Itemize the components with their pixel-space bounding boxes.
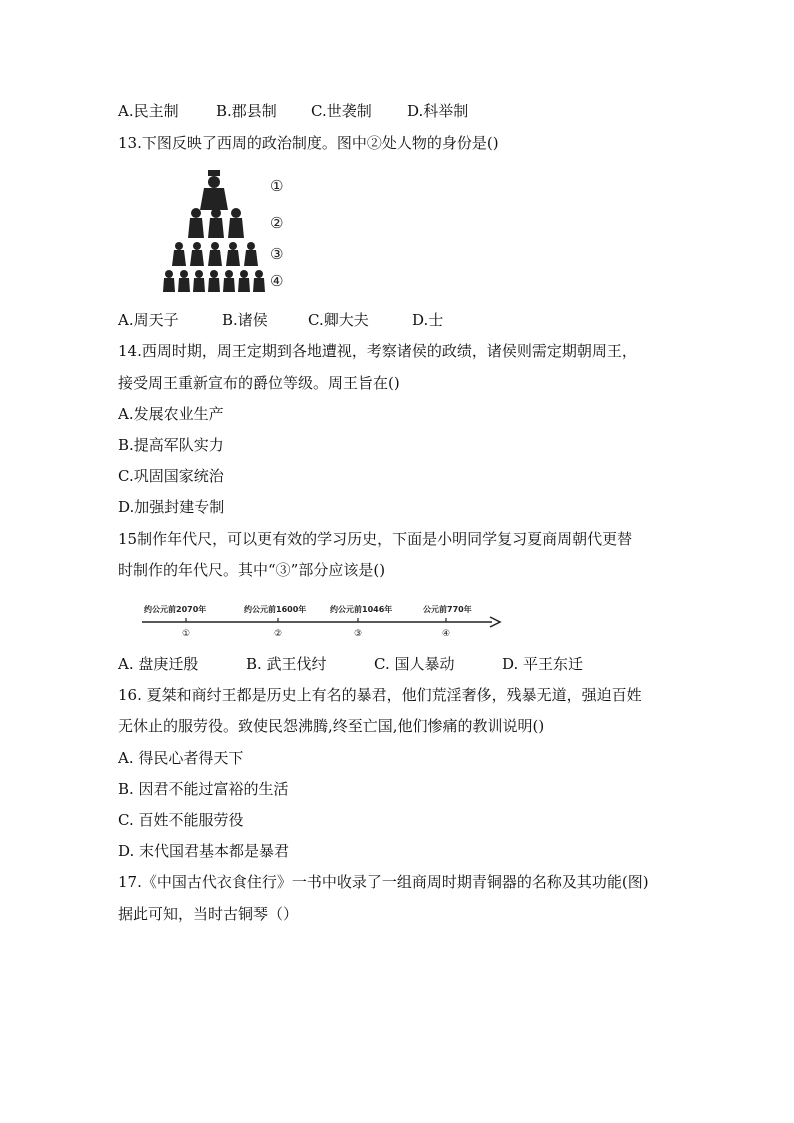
pyramid-label-4: ④ <box>270 272 284 290</box>
timeline-figure <box>138 596 510 644</box>
timeline-marker-4: ④ <box>442 629 451 639</box>
q13-option-c: C.卿大夫 <box>308 311 369 329</box>
timeline-label-2: 约公元前1600年 <box>244 605 307 614</box>
q13-stem: 13.下图反映了西周的政治制度。图中②处人物的身份是() <box>118 134 499 152</box>
timeline-marker-3: ③ <box>354 629 363 639</box>
q12-option-c: C.世袭制 <box>311 102 372 120</box>
timeline-label-4: 公元前770年 <box>423 605 472 614</box>
timeline-marker-1: ① <box>182 629 191 639</box>
pyramid-label-3: ③ <box>270 245 284 263</box>
q16-option-d: D. 末代国君基本都是暴君 <box>118 842 290 860</box>
q12-option-a: A.民主制 <box>118 102 179 120</box>
q13-options <box>118 310 443 330</box>
q15-option-b: B. 武王伐纣 <box>246 655 327 673</box>
q14-option-b: B.提高军队实力 <box>118 436 224 454</box>
q15-option-d: D. 平王东迁 <box>502 655 584 673</box>
q16-option-c: C. 百姓不能服劳役 <box>118 811 244 829</box>
q14-option-a: A.发展农业生产 <box>118 405 224 423</box>
q16-stem-line2: 无休止的服劳役。致使民怨沸腾,终至亡国,他们惨痛的教训说明() <box>118 717 545 735</box>
timeline-label-3: 约公元前1046年 <box>330 605 393 614</box>
q17-stem-line1: 17.《中国古代衣食住行》一书中收录了一组商周时期青铜器的名称及其功能(图) <box>118 873 649 891</box>
feudal-pyramid-figure <box>160 160 330 300</box>
q16-stem-line1: 16. 夏桀和商纣王都是历史上有名的暴君，他们荒淫奢侈，残暴无道，强迫百姓 <box>118 686 642 704</box>
timeline-label-1: 约公元前2070年 <box>144 605 207 614</box>
q14-option-d: D.加强封建专制 <box>118 498 225 516</box>
q12-option-b: B.郡县制 <box>216 102 277 120</box>
q15-option-c: C. 国人暴动 <box>374 655 455 673</box>
pyramid-label-2: ② <box>270 214 284 232</box>
q13-option-d: D.士 <box>412 311 444 329</box>
timeline-marker-2: ② <box>274 629 283 639</box>
q15-stem-line1: 15制作年代尺，可以更有效的学习历史，下面是小明同学复习夏商周朝代更替 <box>118 530 633 548</box>
pyramid-label-1: ① <box>270 177 284 195</box>
q13-option-a: A.周天子 <box>118 311 179 329</box>
q13-option-b: B.诸侯 <box>222 311 268 329</box>
q16-option-a: A. 得民心者得天下 <box>118 749 244 767</box>
q17-stem-line2: 据此可知，当时古铜琴（） <box>118 905 299 923</box>
q12-options <box>118 101 468 121</box>
q15-options <box>118 654 583 674</box>
q16-option-b: B. 因君不能过富裕的生活 <box>118 780 289 798</box>
q14-option-c: C.巩固国家统治 <box>118 467 224 485</box>
q12-option-d: D.科举制 <box>407 102 469 120</box>
q14-stem-line1: 14.西周时期，周王定期到各地遭视，考察诸侯的政绩，诸侯则需定期朝周王， <box>118 342 637 360</box>
q14-stem-line2: 接受周王重新宣布的爵位等级。周王旨在() <box>118 374 400 392</box>
q15-option-a: A. 盘庚迁殷 <box>118 655 199 673</box>
q15-stem-line2: 时制作的年代尺。其中“③”部分应该是() <box>118 561 386 579</box>
